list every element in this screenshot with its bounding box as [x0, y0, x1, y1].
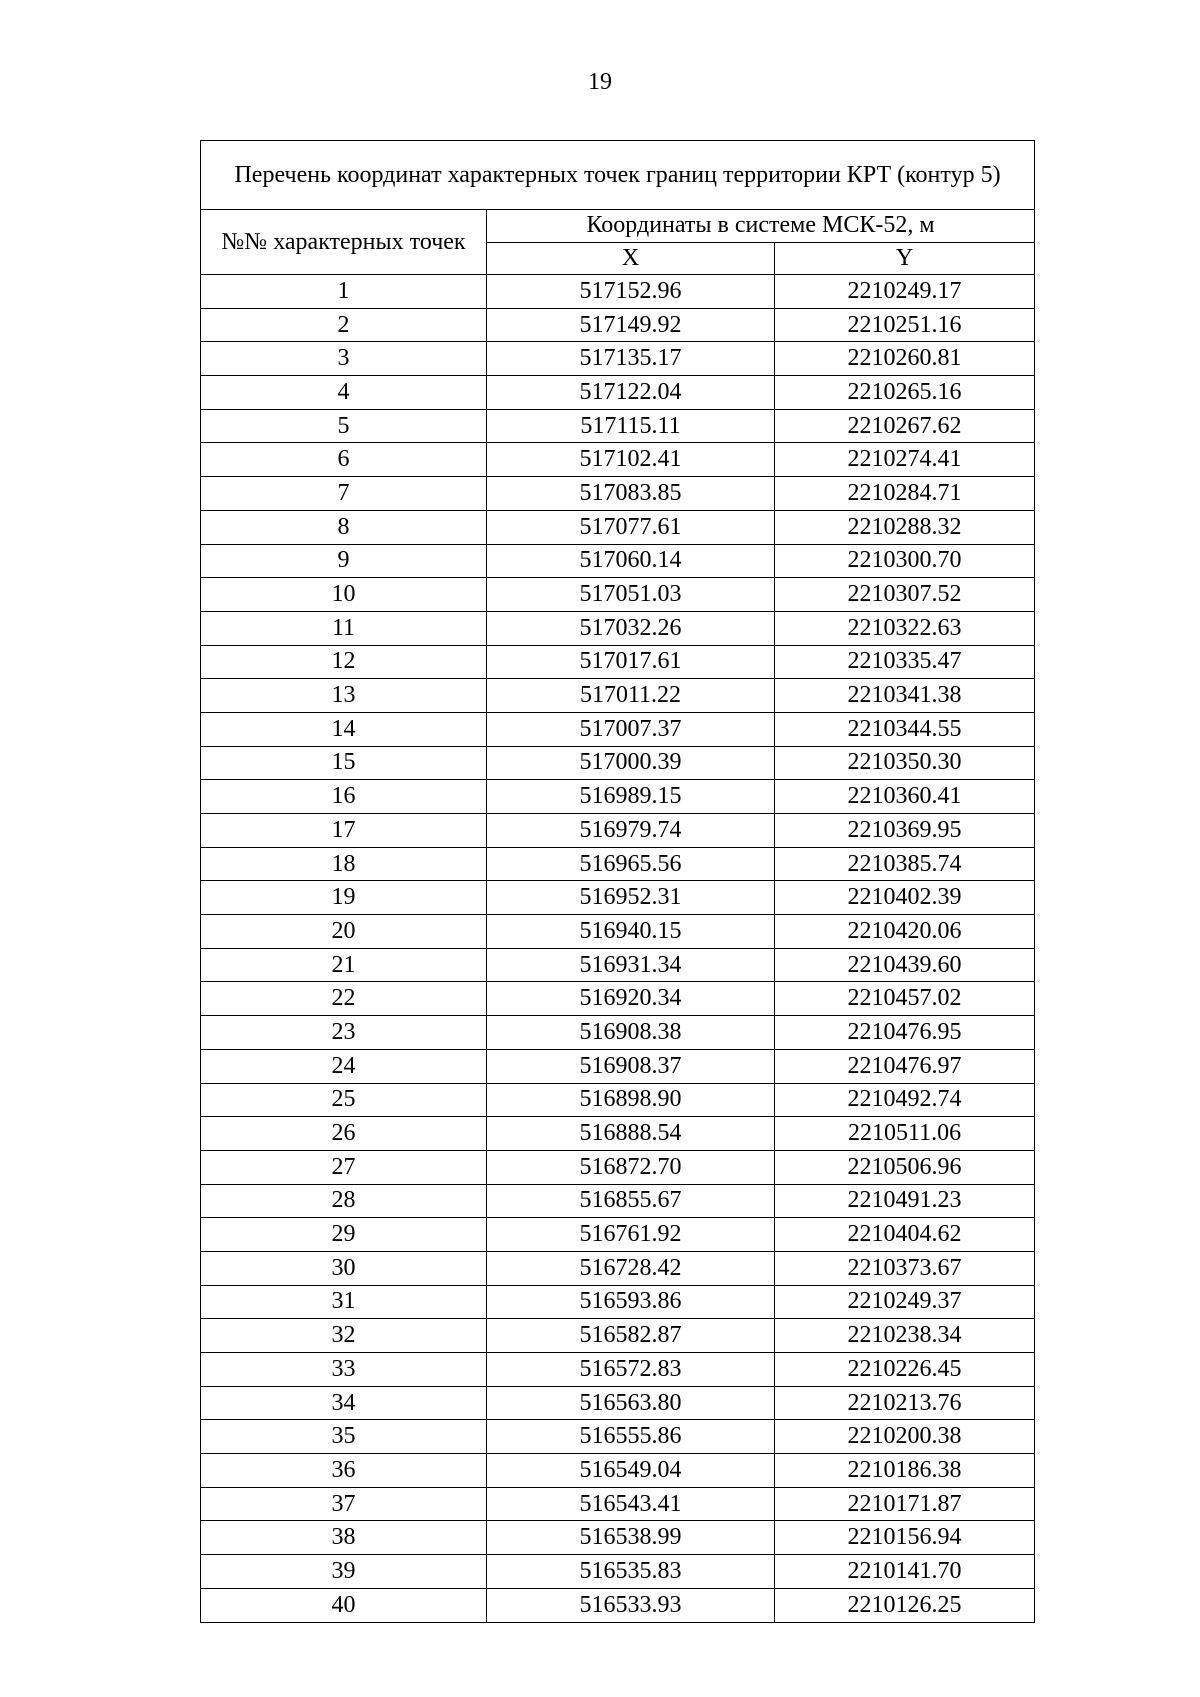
x-coordinate-cell: 516952.31: [487, 881, 775, 915]
table-row: [201, 814, 1035, 848]
point-number-cell: 37: [201, 1487, 487, 1521]
x-coordinate-cell: 516908.38: [487, 1016, 775, 1050]
y-coordinate-cell: 2210373.67: [775, 1251, 1035, 1285]
coordinates-table: [200, 140, 1035, 1623]
table-row: [201, 679, 1035, 713]
y-coordinate-cell: 2210200.38: [775, 1420, 1035, 1454]
y-coordinate-cell: 2210141.70: [775, 1555, 1035, 1589]
point-number-cell: 27: [201, 1150, 487, 1184]
point-number-cell: 24: [201, 1049, 487, 1083]
y-coordinate-cell: 2210420.06: [775, 915, 1035, 949]
table-body: [201, 275, 1035, 1623]
x-coordinate-cell: 516555.86: [487, 1420, 775, 1454]
x-coordinate-cell: 517102.41: [487, 443, 775, 477]
x-coordinate-cell: 517122.04: [487, 376, 775, 410]
table-row: [201, 1420, 1035, 1454]
y-coordinate-cell: 2210156.94: [775, 1521, 1035, 1555]
x-coordinate-cell: 516572.83: [487, 1353, 775, 1387]
x-coordinate-cell: 516872.70: [487, 1150, 775, 1184]
x-coordinate-cell: 516855.67: [487, 1184, 775, 1218]
point-number-cell: 32: [201, 1319, 487, 1353]
point-number-cell: 14: [201, 712, 487, 746]
x-coordinate-cell: 516535.83: [487, 1555, 775, 1589]
table-row: [201, 1049, 1035, 1083]
x-coordinate-cell: 517083.85: [487, 477, 775, 511]
y-coordinate-cell: 2210439.60: [775, 948, 1035, 982]
table-row: [201, 510, 1035, 544]
table-row: [201, 1319, 1035, 1353]
y-coordinate-cell: 2210249.37: [775, 1285, 1035, 1319]
x-coordinate-cell: 516563.80: [487, 1386, 775, 1420]
x-coordinate-cell: 516533.93: [487, 1588, 775, 1622]
point-number-cell: 29: [201, 1218, 487, 1252]
table-row: [201, 1285, 1035, 1319]
points-column-header: №№ характерных точек: [201, 210, 487, 275]
y-coordinate-cell: 2210171.87: [775, 1487, 1035, 1521]
point-number-cell: 36: [201, 1454, 487, 1488]
table-row: [201, 1218, 1035, 1252]
table-row: [201, 1353, 1035, 1387]
point-number-cell: 31: [201, 1285, 487, 1319]
x-coordinate-cell: 517051.03: [487, 578, 775, 612]
x-coordinate-cell: 516931.34: [487, 948, 775, 982]
point-number-cell: 33: [201, 1353, 487, 1387]
y-coordinate-cell: 2210385.74: [775, 847, 1035, 881]
point-number-cell: 4: [201, 376, 487, 410]
point-number-cell: 7: [201, 477, 487, 511]
table-row: [201, 1487, 1035, 1521]
point-number-cell: 39: [201, 1555, 487, 1589]
table-row: [201, 409, 1035, 443]
y-coordinate-cell: 2210511.06: [775, 1117, 1035, 1151]
point-number-cell: 3: [201, 342, 487, 376]
y-coordinate-cell: 2210300.70: [775, 544, 1035, 578]
y-coordinate-cell: 2210350.30: [775, 746, 1035, 780]
table-row: [201, 443, 1035, 477]
point-number-cell: 38: [201, 1521, 487, 1555]
y-coordinate-cell: 2210369.95: [775, 814, 1035, 848]
point-number-cell: 25: [201, 1083, 487, 1117]
y-coordinate-cell: 2210322.63: [775, 611, 1035, 645]
table-row: [201, 847, 1035, 881]
x-coordinate-cell: 516728.42: [487, 1251, 775, 1285]
point-number-cell: 26: [201, 1117, 487, 1151]
point-number-cell: 8: [201, 510, 487, 544]
y-coordinate-cell: 2210265.16: [775, 376, 1035, 410]
point-number-cell: 9: [201, 544, 487, 578]
point-number-cell: 10: [201, 578, 487, 612]
x-coordinate-cell: 517135.17: [487, 342, 775, 376]
point-number-cell: 34: [201, 1386, 487, 1420]
table-row: [201, 1521, 1035, 1555]
y-coordinate-cell: 2210402.39: [775, 881, 1035, 915]
y-coordinate-cell: 2210249.17: [775, 275, 1035, 309]
table-title: Перечень координат характерных точек границ территории КРТ (контур 5): [201, 141, 1035, 210]
page-number: 19: [588, 69, 612, 95]
point-number-cell: 23: [201, 1016, 487, 1050]
table-row: [201, 712, 1035, 746]
y-coordinate-cell: 2210476.97: [775, 1049, 1035, 1083]
x-coordinate-cell: 517007.37: [487, 712, 775, 746]
y-coordinate-cell: 2210491.23: [775, 1184, 1035, 1218]
header-row-1: [201, 210, 1035, 243]
table-row: [201, 308, 1035, 342]
y-coordinate-cell: 2210267.62: [775, 409, 1035, 443]
y-coordinate-cell: 2210274.41: [775, 443, 1035, 477]
point-number-cell: 18: [201, 847, 487, 881]
table-row: [201, 1184, 1035, 1218]
y-coordinate-cell: 2210457.02: [775, 982, 1035, 1016]
point-number-cell: 17: [201, 814, 487, 848]
x-column-header: X: [487, 242, 775, 275]
y-coordinate-cell: 2210404.62: [775, 1218, 1035, 1252]
table-row: [201, 746, 1035, 780]
x-coordinate-cell: 516898.90: [487, 1083, 775, 1117]
x-coordinate-cell: 516908.37: [487, 1049, 775, 1083]
point-number-cell: 28: [201, 1184, 487, 1218]
x-coordinate-cell: 517152.96: [487, 275, 775, 309]
coordinates-group-header: Координаты в системе МСК-52, м: [487, 210, 1035, 243]
table-row: [201, 376, 1035, 410]
x-coordinate-cell: 517032.26: [487, 611, 775, 645]
table-row: [201, 1016, 1035, 1050]
point-number-cell: 11: [201, 611, 487, 645]
y-coordinate-cell: 2210251.16: [775, 308, 1035, 342]
x-coordinate-cell: 516940.15: [487, 915, 775, 949]
table-row: [201, 1251, 1035, 1285]
table-title-row: [201, 141, 1035, 210]
y-coordinate-cell: 2210344.55: [775, 712, 1035, 746]
point-number-cell: 40: [201, 1588, 487, 1622]
table-row: [201, 342, 1035, 376]
point-number-cell: 15: [201, 746, 487, 780]
point-number-cell: 12: [201, 645, 487, 679]
table-row: [201, 1588, 1035, 1622]
table-row: [201, 780, 1035, 814]
y-coordinate-cell: 2210476.95: [775, 1016, 1035, 1050]
x-coordinate-cell: 516979.74: [487, 814, 775, 848]
table-row: [201, 915, 1035, 949]
point-number-cell: 22: [201, 982, 487, 1016]
y-coordinate-cell: 2210492.74: [775, 1083, 1035, 1117]
x-coordinate-cell: 516965.56: [487, 847, 775, 881]
point-number-cell: 6: [201, 443, 487, 477]
x-coordinate-cell: 516761.92: [487, 1218, 775, 1252]
point-number-cell: 16: [201, 780, 487, 814]
x-coordinate-cell: 516543.41: [487, 1487, 775, 1521]
point-number-cell: 35: [201, 1420, 487, 1454]
y-coordinate-cell: 2210335.47: [775, 645, 1035, 679]
table-row: [201, 275, 1035, 309]
x-coordinate-cell: 517011.22: [487, 679, 775, 713]
y-coordinate-cell: 2210360.41: [775, 780, 1035, 814]
point-number-cell: 30: [201, 1251, 487, 1285]
x-coordinate-cell: 516593.86: [487, 1285, 775, 1319]
table-row: [201, 1555, 1035, 1589]
y-coordinate-cell: 2210226.45: [775, 1353, 1035, 1387]
point-number-cell: 20: [201, 915, 487, 949]
y-coordinate-cell: 2210238.34: [775, 1319, 1035, 1353]
y-coordinate-cell: 2210341.38: [775, 679, 1035, 713]
table-row: [201, 1150, 1035, 1184]
table-row: [201, 645, 1035, 679]
table-row: [201, 544, 1035, 578]
y-coordinate-cell: 2210307.52: [775, 578, 1035, 612]
point-number-cell: 2: [201, 308, 487, 342]
point-number-cell: 19: [201, 881, 487, 915]
x-coordinate-cell: 516582.87: [487, 1319, 775, 1353]
x-coordinate-cell: 516538.99: [487, 1521, 775, 1555]
y-coordinate-cell: 2210126.25: [775, 1588, 1035, 1622]
point-number-cell: 13: [201, 679, 487, 713]
table-row: [201, 578, 1035, 612]
x-coordinate-cell: 516888.54: [487, 1117, 775, 1151]
x-coordinate-cell: 517149.92: [487, 308, 775, 342]
x-coordinate-cell: 516549.04: [487, 1454, 775, 1488]
y-coordinate-cell: 2210284.71: [775, 477, 1035, 511]
x-coordinate-cell: 517000.39: [487, 746, 775, 780]
x-coordinate-cell: 516920.34: [487, 982, 775, 1016]
y-coordinate-cell: 2210186.38: [775, 1454, 1035, 1488]
table-row: [201, 948, 1035, 982]
y-column-header: Y: [775, 242, 1035, 275]
point-number-cell: 21: [201, 948, 487, 982]
x-coordinate-cell: 516989.15: [487, 780, 775, 814]
table-row: [201, 1454, 1035, 1488]
x-coordinate-cell: 517077.61: [487, 510, 775, 544]
y-coordinate-cell: 2210213.76: [775, 1386, 1035, 1420]
x-coordinate-cell: 517017.61: [487, 645, 775, 679]
x-coordinate-cell: 517060.14: [487, 544, 775, 578]
x-coordinate-cell: 517115.11: [487, 409, 775, 443]
table-row: [201, 1117, 1035, 1151]
table-row: [201, 1386, 1035, 1420]
table-row: [201, 982, 1035, 1016]
table-header: [201, 141, 1035, 275]
table-row: [201, 881, 1035, 915]
table-row: [201, 477, 1035, 511]
y-coordinate-cell: 2210288.32: [775, 510, 1035, 544]
y-coordinate-cell: 2210506.96: [775, 1150, 1035, 1184]
table-row: [201, 611, 1035, 645]
table-row: [201, 1083, 1035, 1117]
point-number-cell: 1: [201, 275, 487, 309]
y-coordinate-cell: 2210260.81: [775, 342, 1035, 376]
point-number-cell: 5: [201, 409, 487, 443]
